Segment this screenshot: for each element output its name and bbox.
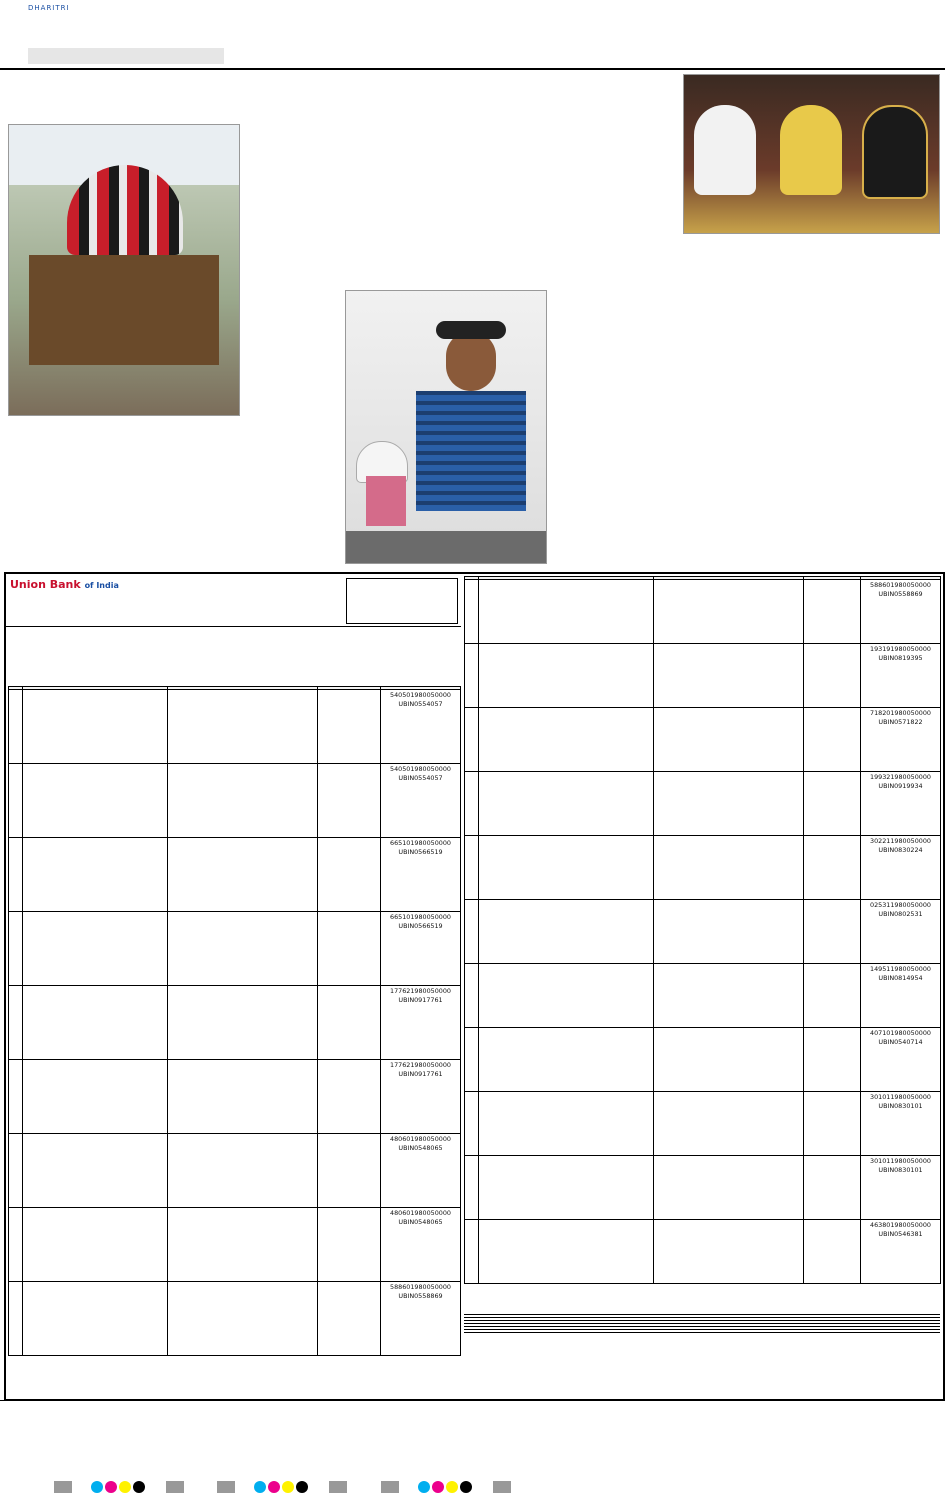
auction-row bbox=[9, 764, 461, 838]
row-property bbox=[654, 1156, 804, 1220]
auction-row bbox=[9, 690, 461, 764]
row-account bbox=[381, 1134, 461, 1208]
row-price bbox=[318, 986, 381, 1060]
row-sl bbox=[9, 1282, 23, 1356]
row-property bbox=[168, 1060, 318, 1134]
story4-body bbox=[552, 450, 940, 566]
registration-block bbox=[381, 1481, 399, 1493]
row-account bbox=[381, 1208, 461, 1282]
account-number: 463801980050000 bbox=[870, 1221, 931, 1229]
row-sl bbox=[465, 964, 479, 1028]
account-number: 480601980050000 bbox=[390, 1135, 451, 1143]
row-property bbox=[168, 986, 318, 1060]
row-account bbox=[861, 644, 941, 708]
row-branch bbox=[479, 708, 654, 772]
cyan-swatch bbox=[254, 1481, 266, 1493]
row-account bbox=[861, 836, 941, 900]
story3-body bbox=[683, 308, 938, 412]
row-price bbox=[318, 1134, 381, 1208]
row-sl bbox=[465, 1092, 479, 1156]
row-property bbox=[654, 644, 804, 708]
bank-tagline: of India bbox=[84, 581, 119, 590]
man-head bbox=[446, 331, 496, 391]
account-number: 199321980050000 bbox=[870, 773, 931, 781]
registration-block bbox=[217, 1481, 235, 1493]
row-sl bbox=[9, 986, 23, 1060]
row-sl bbox=[465, 772, 479, 836]
account-number: 665101980050000 bbox=[390, 913, 451, 921]
auction-row bbox=[465, 836, 941, 900]
ifsc-code: UBIN0819395 bbox=[878, 654, 923, 662]
row-sl bbox=[465, 1220, 479, 1284]
ifsc-code: UBIN0919934 bbox=[878, 782, 923, 790]
account-number: 588601980050000 bbox=[390, 1283, 451, 1291]
row-price bbox=[804, 1220, 861, 1284]
yellow-swatch bbox=[446, 1481, 458, 1493]
row-sl bbox=[465, 836, 479, 900]
row-property bbox=[168, 838, 318, 912]
ad-intro-text bbox=[10, 638, 458, 686]
row-price bbox=[804, 580, 861, 644]
auction-row bbox=[9, 1282, 461, 1356]
row-account bbox=[381, 690, 461, 764]
row-branch bbox=[479, 580, 654, 644]
row-price bbox=[804, 836, 861, 900]
account-number: 665101980050000 bbox=[390, 839, 451, 847]
row-property bbox=[654, 772, 804, 836]
row-sl bbox=[465, 900, 479, 964]
row-property bbox=[654, 836, 804, 900]
deities-photo bbox=[683, 74, 940, 234]
black-swatch bbox=[133, 1481, 145, 1493]
row-branch bbox=[23, 1282, 168, 1356]
account-number: 588601980050000 bbox=[870, 581, 931, 589]
dateline bbox=[28, 48, 224, 64]
row-sl bbox=[9, 912, 23, 986]
row-price bbox=[318, 690, 381, 764]
auction-row bbox=[9, 1208, 461, 1282]
row-price bbox=[804, 1156, 861, 1220]
row-price bbox=[318, 764, 381, 838]
row-price bbox=[804, 772, 861, 836]
ifsc-code: UBIN0546381 bbox=[878, 1230, 923, 1238]
row-property bbox=[654, 708, 804, 772]
auction-row bbox=[465, 1156, 941, 1220]
row-branch bbox=[23, 1134, 168, 1208]
ifsc-code: UBIN0830101 bbox=[878, 1102, 923, 1110]
row-branch bbox=[479, 964, 654, 1028]
auction-row bbox=[465, 1028, 941, 1092]
row-property bbox=[168, 912, 318, 986]
ifsc-code: UBIN0814954 bbox=[878, 974, 923, 982]
row-account bbox=[861, 1028, 941, 1092]
ifsc-code: UBIN0554057 bbox=[398, 700, 443, 708]
row-account bbox=[381, 1282, 461, 1356]
ifsc-code: UBIN0802531 bbox=[878, 910, 923, 918]
bottom-rule bbox=[0, 1400, 945, 1401]
row-account bbox=[861, 964, 941, 1028]
auction-row bbox=[465, 580, 941, 644]
cyan-swatch bbox=[418, 1481, 430, 1493]
row-sl bbox=[465, 1156, 479, 1220]
row-sl bbox=[9, 690, 23, 764]
row-price bbox=[318, 912, 381, 986]
registration-block bbox=[493, 1481, 511, 1493]
account-number: 718201980050000 bbox=[870, 709, 931, 717]
footer-note-line bbox=[464, 1330, 940, 1333]
auction-row bbox=[465, 772, 941, 836]
row-account bbox=[861, 1220, 941, 1284]
row-account bbox=[861, 708, 941, 772]
row-property bbox=[654, 1028, 804, 1092]
union-bank-logo bbox=[10, 578, 130, 606]
auction-row bbox=[9, 986, 461, 1060]
child bbox=[366, 476, 406, 526]
account-number: 302211980050000 bbox=[870, 837, 931, 845]
ifsc-code: UBIN0566519 bbox=[398, 922, 443, 930]
yellow-swatch bbox=[282, 1481, 294, 1493]
ifsc-code: UBIN0830224 bbox=[878, 846, 923, 854]
ad-footer-notes bbox=[464, 1312, 940, 1333]
account-number: 540501980050000 bbox=[390, 765, 451, 773]
row-price bbox=[318, 838, 381, 912]
row-sl bbox=[465, 708, 479, 772]
account-number: 301011980050000 bbox=[870, 1157, 931, 1165]
ifsc-code: UBIN0571822 bbox=[878, 718, 923, 726]
row-property bbox=[168, 764, 318, 838]
auction-row bbox=[465, 1220, 941, 1284]
newspaper-logo bbox=[28, 4, 138, 46]
row-branch bbox=[479, 900, 654, 964]
black-swatch bbox=[296, 1481, 308, 1493]
ifsc-code: UBIN0540714 bbox=[878, 1038, 923, 1046]
auction-row bbox=[465, 1092, 941, 1156]
row-price bbox=[804, 900, 861, 964]
row-branch bbox=[23, 690, 168, 764]
row-account bbox=[381, 1060, 461, 1134]
row-price bbox=[804, 1028, 861, 1092]
e-auction-tag bbox=[346, 578, 458, 624]
row-property bbox=[654, 1220, 804, 1284]
row-sl bbox=[465, 1028, 479, 1092]
row-account bbox=[381, 912, 461, 986]
account-number: 149511980050000 bbox=[870, 965, 931, 973]
account-number: 480601980050000 bbox=[390, 1209, 451, 1217]
ifsc-code: UBIN0558869 bbox=[398, 1292, 443, 1300]
ifsc-code: UBIN0917761 bbox=[398, 1070, 443, 1078]
registration-block bbox=[166, 1481, 184, 1493]
auction-row bbox=[9, 1060, 461, 1134]
row-branch bbox=[479, 772, 654, 836]
account-number: 540501980050000 bbox=[390, 691, 451, 699]
row-branch bbox=[479, 1220, 654, 1284]
chariot-base bbox=[29, 255, 219, 365]
ad-header bbox=[6, 574, 461, 627]
checked-shirt bbox=[416, 391, 526, 511]
account-number: 177621980050000 bbox=[390, 987, 451, 995]
cyan-swatch bbox=[91, 1481, 103, 1493]
row-property bbox=[168, 1282, 318, 1356]
print-registration-marks bbox=[40, 1478, 920, 1497]
row-sl bbox=[9, 1060, 23, 1134]
ifsc-code: UBIN0558869 bbox=[878, 590, 923, 598]
row-property bbox=[168, 1134, 318, 1208]
auction-row bbox=[9, 838, 461, 912]
auction-row bbox=[465, 708, 941, 772]
row-branch bbox=[23, 1060, 168, 1134]
row-sl bbox=[465, 644, 479, 708]
row-account bbox=[861, 900, 941, 964]
masthead-divider bbox=[0, 68, 945, 70]
ifsc-code: UBIN0548065 bbox=[398, 1218, 443, 1226]
boy-with-laptop-photo bbox=[345, 290, 547, 564]
row-branch bbox=[23, 838, 168, 912]
deity-left bbox=[694, 105, 756, 195]
magenta-swatch bbox=[432, 1481, 444, 1493]
row-price bbox=[804, 708, 861, 772]
row-sl bbox=[9, 1134, 23, 1208]
magenta-swatch bbox=[268, 1481, 280, 1493]
logo-subtitle: DHARITRI bbox=[28, 4, 70, 12]
row-branch bbox=[23, 912, 168, 986]
auction-row bbox=[9, 1134, 461, 1208]
row-price bbox=[318, 1208, 381, 1282]
row-branch bbox=[479, 1028, 654, 1092]
bank-auction-notice bbox=[4, 572, 945, 1401]
row-branch bbox=[479, 1092, 654, 1156]
deity-right bbox=[862, 105, 928, 199]
row-price bbox=[318, 1282, 381, 1356]
auction-row bbox=[465, 644, 941, 708]
row-branch bbox=[23, 1208, 168, 1282]
account-number: 177621980050000 bbox=[390, 1061, 451, 1069]
auction-table-right bbox=[464, 576, 941, 1284]
magenta-swatch bbox=[105, 1481, 117, 1493]
cap bbox=[436, 321, 506, 339]
account-number: 025311980050000 bbox=[870, 901, 931, 909]
row-property bbox=[168, 1208, 318, 1282]
row-account bbox=[861, 1156, 941, 1220]
row-property bbox=[654, 900, 804, 964]
yellow-swatch bbox=[119, 1481, 131, 1493]
row-branch bbox=[479, 1156, 654, 1220]
auction-row bbox=[465, 964, 941, 1028]
auction-row bbox=[9, 912, 461, 986]
desk bbox=[346, 531, 546, 563]
row-property bbox=[654, 580, 804, 644]
row-sl bbox=[9, 764, 23, 838]
account-number: 407101980050000 bbox=[870, 1029, 931, 1037]
ifsc-code: UBIN0566519 bbox=[398, 848, 443, 856]
row-property bbox=[168, 690, 318, 764]
auction-table-left bbox=[8, 686, 461, 1356]
row-sl bbox=[465, 580, 479, 644]
ifsc-code: UBIN0548065 bbox=[398, 1144, 443, 1152]
registration-block bbox=[54, 1481, 72, 1493]
black-swatch bbox=[460, 1481, 472, 1493]
deity-center bbox=[780, 105, 842, 195]
row-branch bbox=[23, 764, 168, 838]
row-price bbox=[804, 644, 861, 708]
row-account bbox=[861, 772, 941, 836]
row-sl bbox=[9, 838, 23, 912]
ifsc-code: UBIN0917761 bbox=[398, 996, 443, 1004]
auction-row bbox=[465, 900, 941, 964]
account-number: 193191980050000 bbox=[870, 645, 931, 653]
row-property bbox=[654, 1092, 804, 1156]
account-number: 301011980050000 bbox=[870, 1093, 931, 1101]
row-price bbox=[804, 1092, 861, 1156]
row-account bbox=[381, 764, 461, 838]
row-branch bbox=[23, 986, 168, 1060]
row-account bbox=[381, 986, 461, 1060]
ifsc-code: UBIN0554057 bbox=[398, 774, 443, 782]
row-price bbox=[318, 1060, 381, 1134]
row-account bbox=[861, 1092, 941, 1156]
row-account bbox=[861, 580, 941, 644]
row-property bbox=[654, 964, 804, 1028]
row-account bbox=[381, 838, 461, 912]
story2-body-col2 bbox=[458, 124, 676, 286]
row-price bbox=[804, 964, 861, 1028]
row-branch bbox=[479, 644, 654, 708]
registration-block bbox=[329, 1481, 347, 1493]
row-branch bbox=[479, 836, 654, 900]
bank-name-en: Union Bank bbox=[10, 578, 81, 591]
row-sl bbox=[9, 1208, 23, 1282]
ifsc-code: UBIN0830101 bbox=[878, 1166, 923, 1174]
chariot-photo bbox=[8, 124, 240, 416]
